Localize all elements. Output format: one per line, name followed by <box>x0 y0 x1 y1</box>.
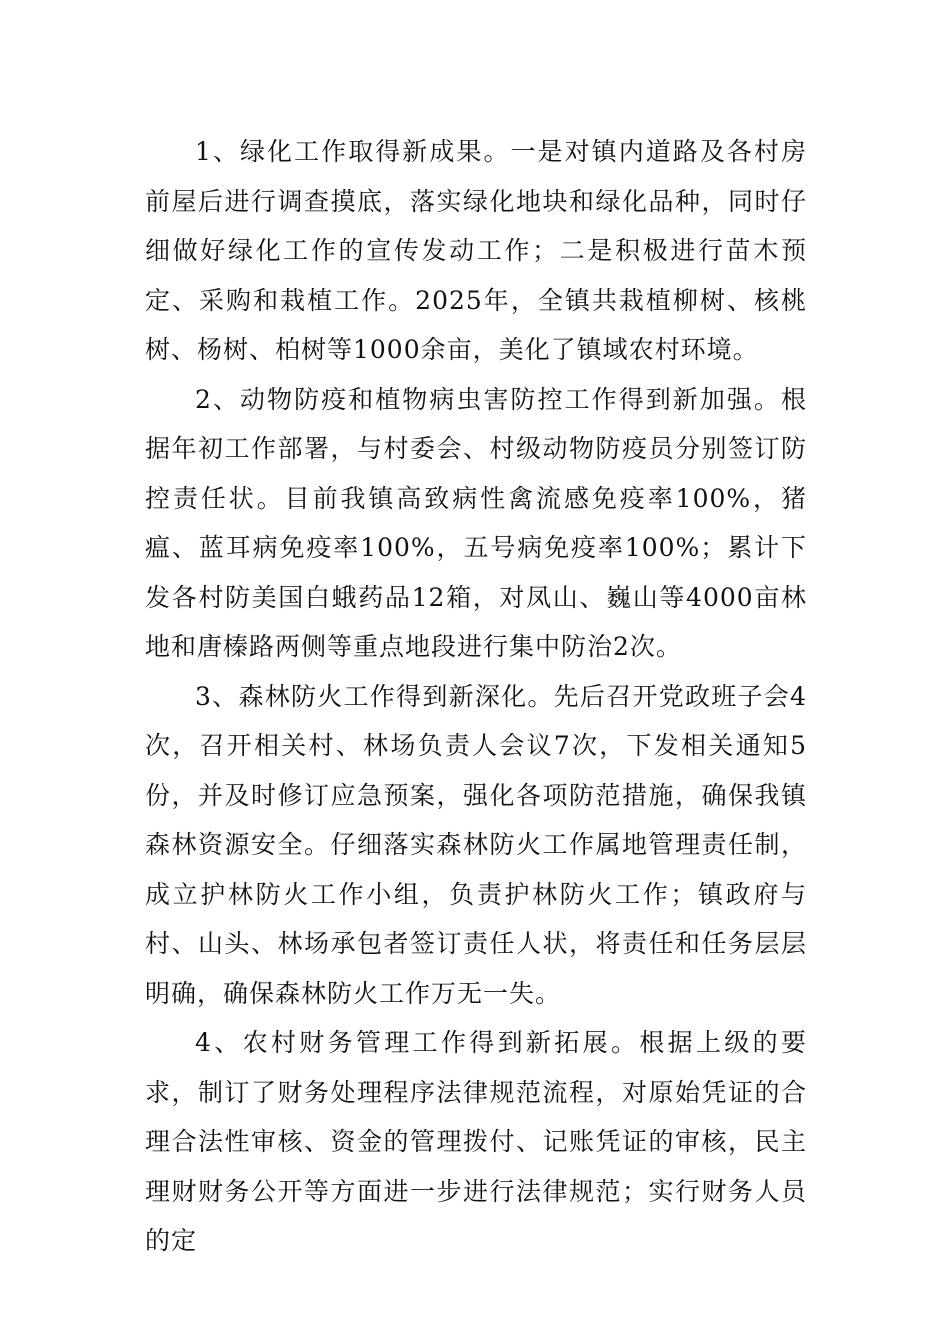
paragraph-rural-finance: 4、农村财务管理工作得到新拓展。根据上级的要求，制订了财务处理程序法律规范流程，对原始凭证的合理合法性审核、资金的管理拨付、记账凭证的审核，民主理财财务公开等方面进一步进行法律规范；实行财务人员的定 <box>145 1028 807 1255</box>
paragraph-greening: 1、绿化工作取得新成果。一是对镇内道路及各村房前屋后进行调查摸底，落实绿化地块和绿化品种，同时仔细做好绿化工作的宣传发动工作；二是积极进行苗木预定、采购和栽植工作。2025年，全镇共栽植柳树、核桃树、杨树、柏树等1000余亩，美化了镇域农村环境。 <box>145 137 807 364</box>
paragraph-forest-fire-prevention: 3、森林防火工作得到新深化。先后召开党政班子会4次，召开相关村、林场负责人会议7次，下发相关通知5份，并及时修订应急预案，强化各项防范措施，确保我镇森林资源安全。仔细落实森林防火工作属地管理责任制，成立护林防火工作小组，负责护林防火工作；镇政府与村、山头、林场承包者签订责任人状，将责任和任务层层明确，确保森林防火工作万无一失。 <box>145 681 807 1008</box>
paragraph-epidemic-prevention: 2、动物防疫和植物病虫害防控工作得到新加强。根据年初工作部署，与村委会、村级动物防疫员分别签订防控责任状。目前我镇高致病性禽流感免疫率100%，猪瘟、蓝耳病免疫率100%，五号病免疫率100%；累计下发各村防美国白蛾药品12箱，对凤山、巍山等4000亩林地和唐榛路两侧等重点地段进行集中防治2次。 <box>145 384 807 661</box>
document-body <box>145 127 807 1266</box>
